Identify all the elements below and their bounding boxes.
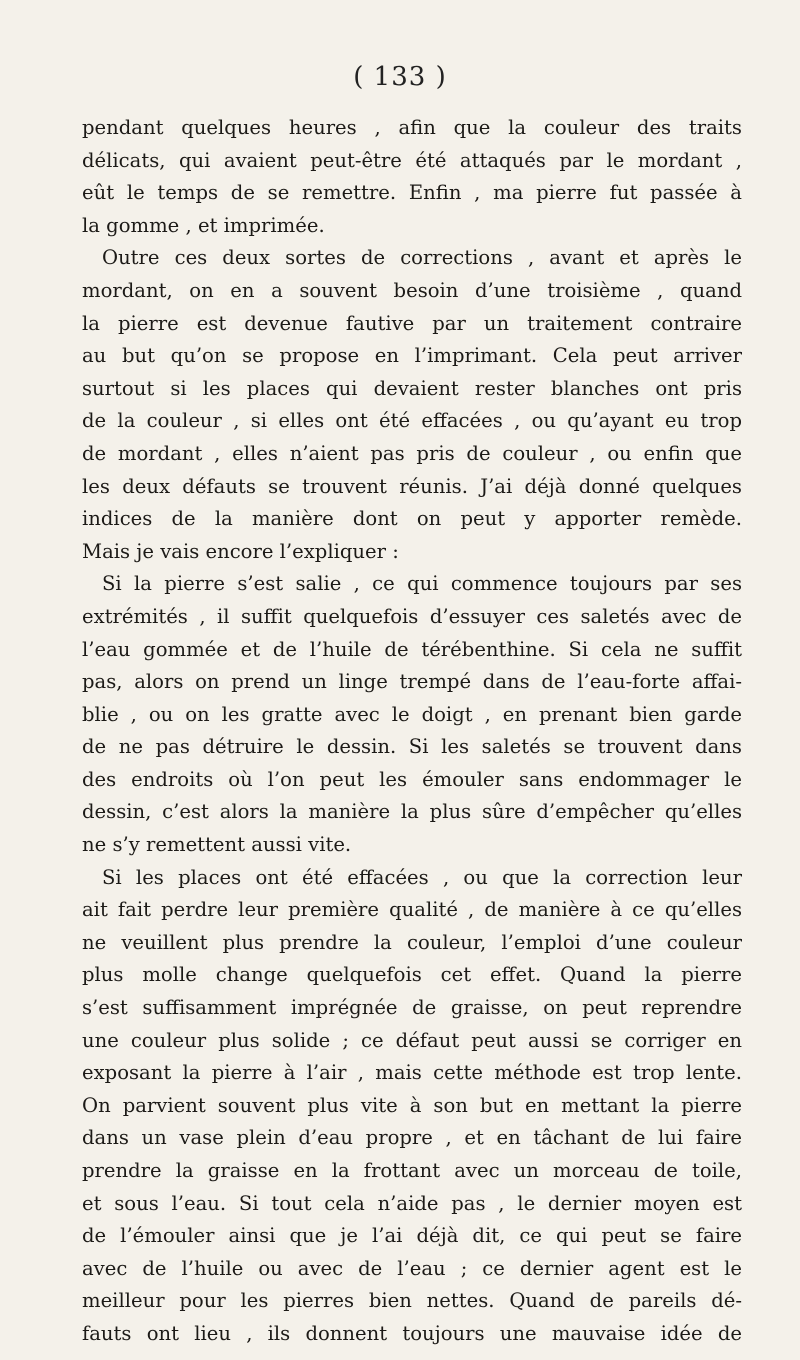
text-line: mordant, on en a souvent besoin d’une troisième , quand (82, 278, 742, 302)
text-line: la pierre est devenue fautive par un traitement contraire (82, 311, 742, 335)
text-line: les deux défauts se trouvent réunis. J’ai déjà donné quelques (82, 474, 742, 498)
text-line: fauts ont lieu , ils donnent toujours une mauvaise idée de (82, 1321, 742, 1345)
text-line: extrémités , il suffit quelquefois d’essuyer ces saletés avec de (82, 604, 742, 628)
text-line: Si la pierre s’est salie , ce qui commence toujours par ses (102, 572, 742, 596)
page-number: ( 133 ) (353, 62, 447, 92)
body-text (82, 112, 742, 1351)
text-line: de mordant , elles n’aient pas pris de couleur , ou enfin que (82, 441, 742, 465)
text-line: ne veuillent plus prendre la couleur, l’emploi d’une couleur (82, 930, 742, 954)
text-line: délicats, qui avaient peut-être été attaqués par le mordant , (82, 148, 742, 172)
text-line: s’est suffisamment imprégnée de graisse, on peut reprendre (82, 996, 742, 1020)
text-line: blie , ou on les gratte avec le doigt , en prenant bien garde (82, 702, 742, 726)
text-line: exposant la pierre à l’air , mais cette méthode est trop lente. (82, 1061, 742, 1085)
text-line: ne s’y remettent aussi vite. (82, 833, 352, 857)
text-line: au but qu’on se propose en l’imprimant. Cela peut arriver (82, 344, 742, 368)
text-line: prendre la graisse en la frottant avec un morceau de toile, (82, 1159, 742, 1182)
text-line: surtout si les places qui devaient rester blanches ont pris (82, 376, 742, 400)
text-line: On parvient souvent plus vite à son but en mettant la pierre (82, 1093, 742, 1117)
text-line: une couleur plus solide ; ce défaut peut aussi se corriger en (82, 1028, 742, 1052)
text-line: la gomme , et imprimée. (82, 213, 325, 237)
text-line: de l’émouler ainsi que je l’ai déjà dit, ce qui peut se faire (82, 1224, 742, 1248)
text-line: dans un vase plein d’eau propre , et en tâchant de lui faire (82, 1126, 742, 1150)
text-line: ait fait perdre leur première qualité , de manière à ce qu’elles (82, 898, 742, 922)
text-line: Si les places ont été effacées , ou que la correction leur (102, 865, 742, 889)
text-line: de la couleur , si elles ont été effacées , ou qu’ayant eu trop (82, 409, 742, 433)
text-line: des endroits où l’on peut les émouler sans endommager le (82, 767, 742, 791)
text-line: dessin, c’est alors la manière la plus sûre d’empêcher qu’elles (82, 800, 742, 824)
text-line: l’eau gommée et de l’huile de térébenthine. Si cela ne suffit (82, 637, 742, 661)
text-line: indices de la manière dont on peut y apporter remède. (82, 507, 742, 531)
text-line: de ne pas détruire le dessin. Si les saletés se trouvent dans (82, 735, 742, 759)
text-line: avec de l’huile ou avec de l’eau ; ce dernier agent est le (82, 1256, 742, 1280)
text-line: meilleur pour les pierres bien nettes. Quand de pareils dé- (82, 1289, 742, 1313)
text-line: Outre ces deux sortes de corrections , avant et après le (102, 246, 742, 270)
text-line: Mais je vais encore l’expliquer : (82, 539, 399, 563)
text-line: pas, alors on prend un linge trempé dans de l’eau-forte affai- (82, 670, 742, 694)
text-line: pendant quelques heures , afin que la couleur des traits (82, 116, 742, 139)
text-line: eût le temps de se remettre. Enfin , ma pierre fut passée à (82, 181, 742, 205)
text-line: plus molle change quelquefois cet effet. Quand la pierre (82, 963, 742, 987)
text-line: et sous l’eau. Si tout cela n’aide pas , le dernier moyen est (82, 1191, 742, 1215)
